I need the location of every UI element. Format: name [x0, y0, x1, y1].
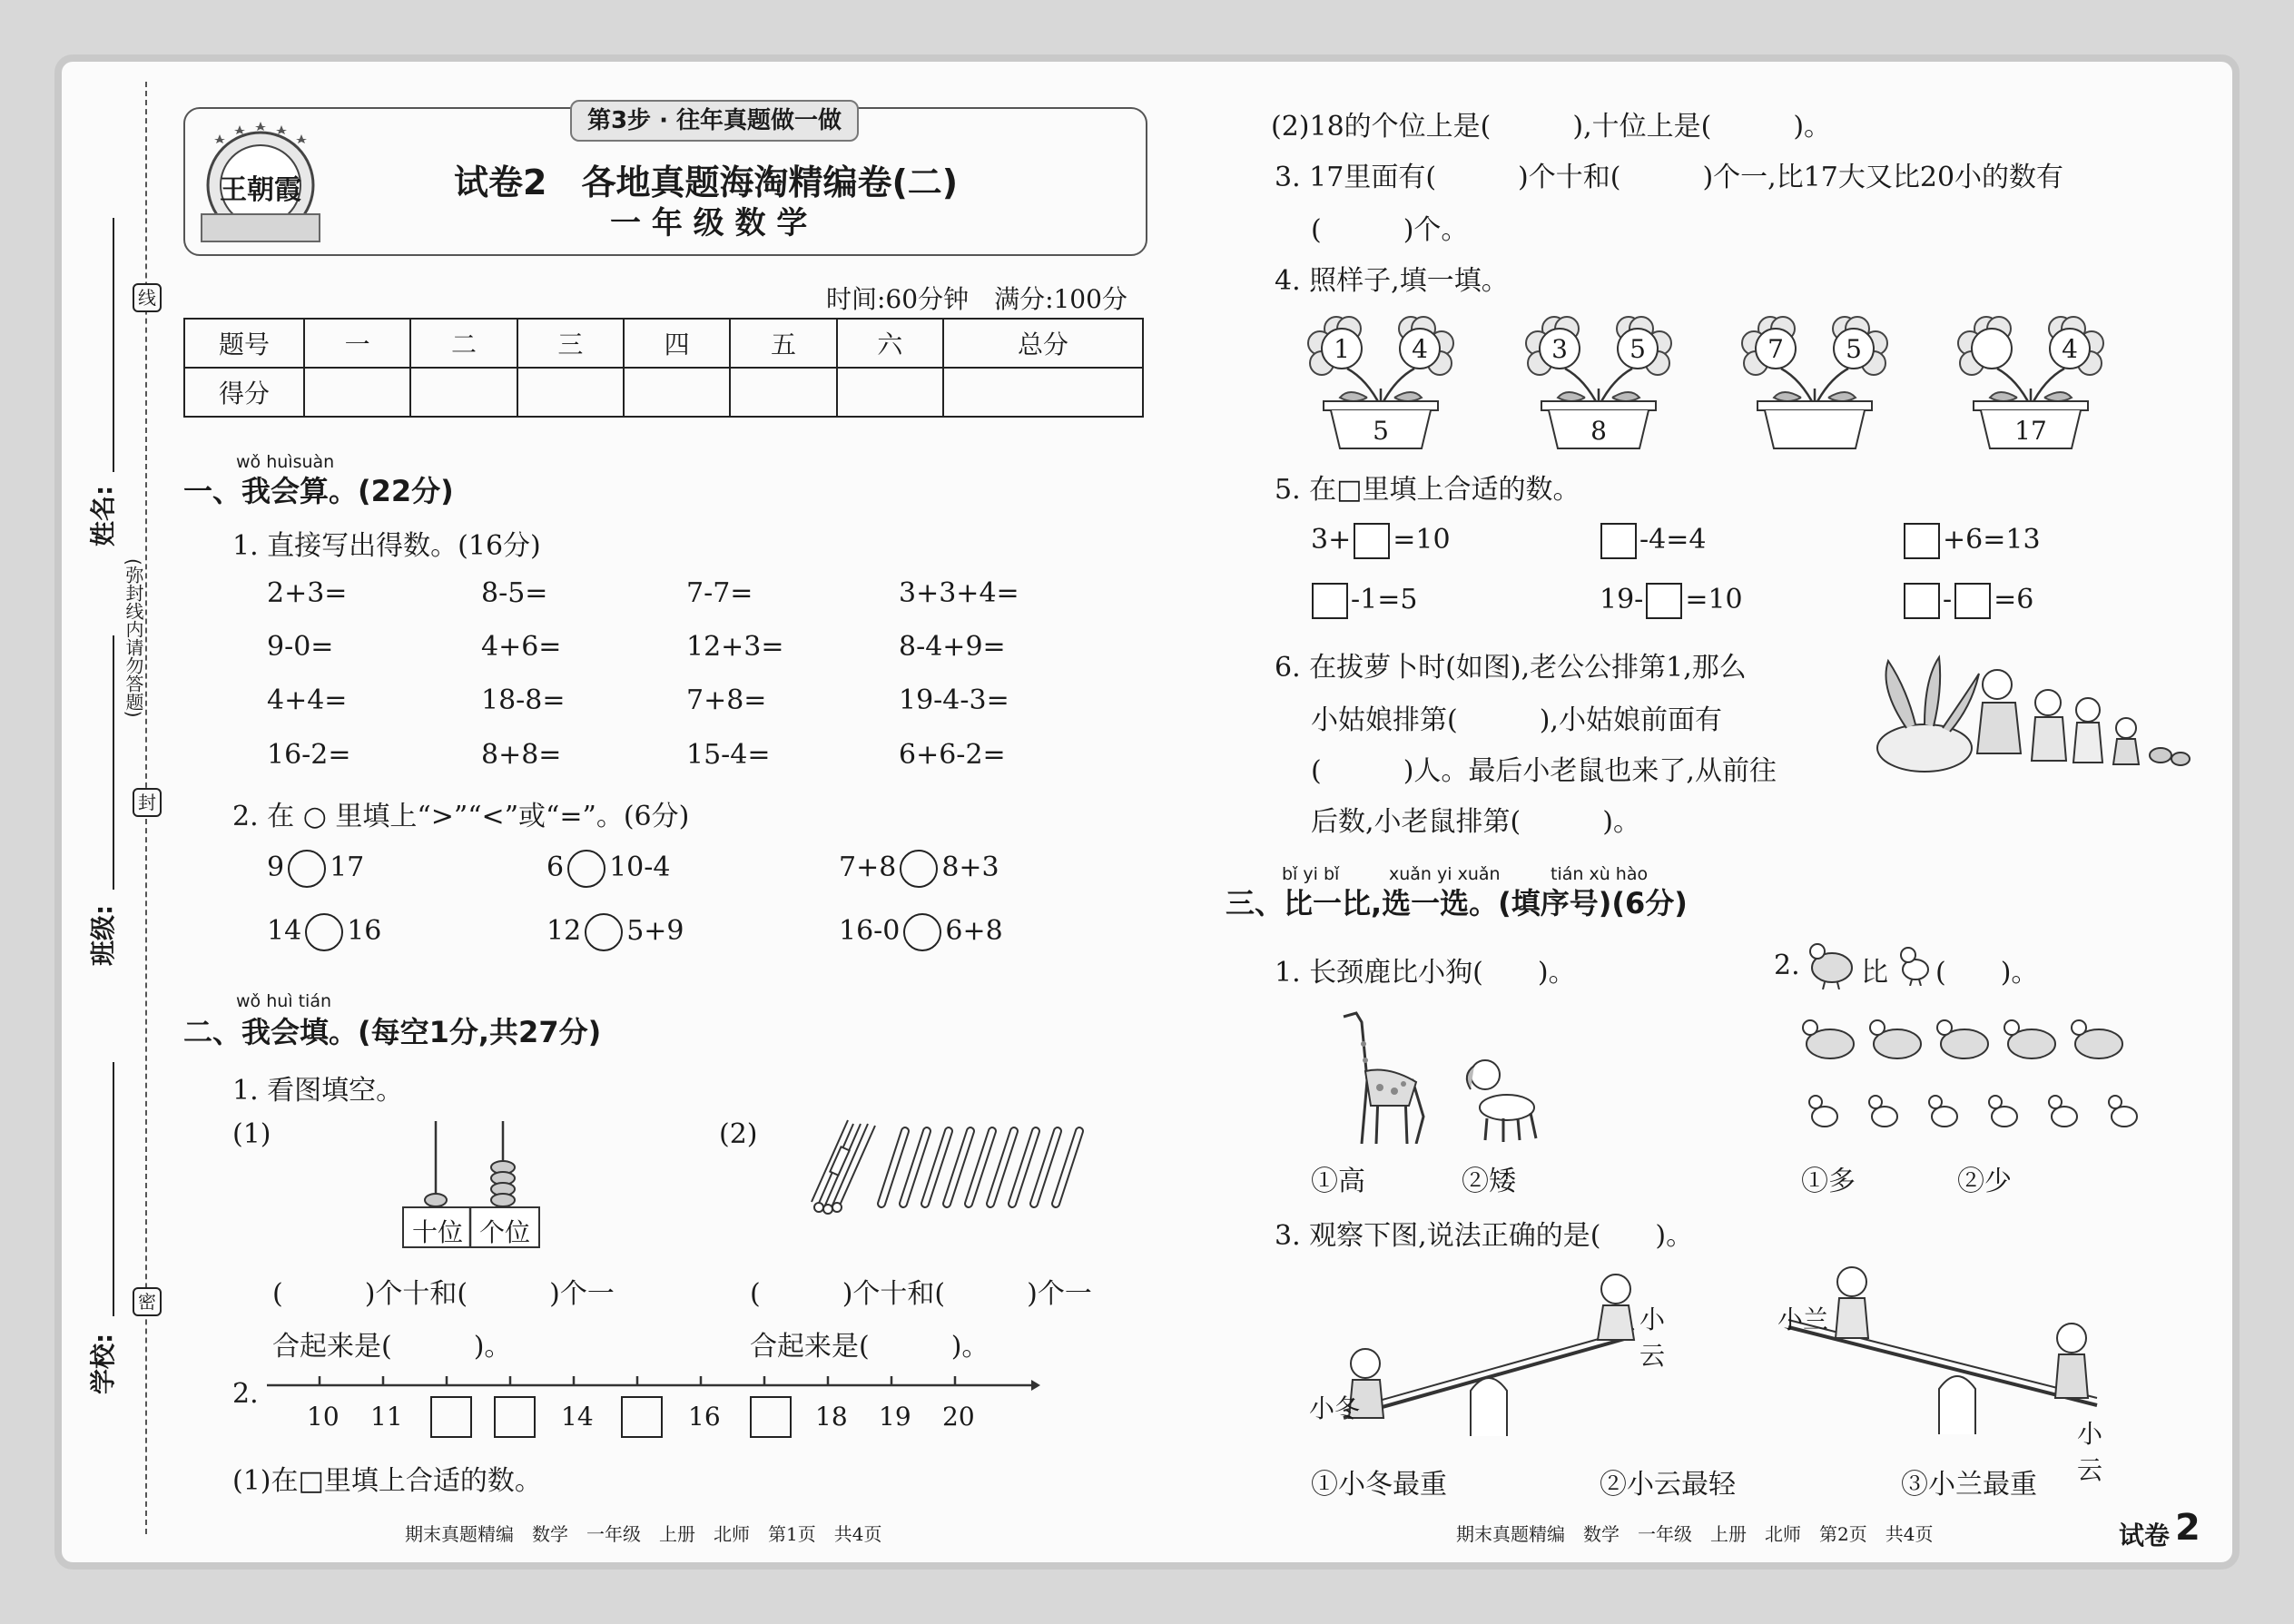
s3-pinyin: tián xù hào [1551, 864, 1649, 884]
compare-circle[interactable] [585, 913, 623, 951]
s3-q1: 1. 长颈鹿比小狗( )。 [1275, 957, 1576, 989]
calc-item: 18-8= [481, 684, 566, 716]
radish-family-icon [1870, 652, 2197, 779]
giraffe-dog-figure [1325, 1008, 1561, 1144]
seesaw-label: 小云 [1639, 1304, 1666, 1371]
q5-text: =10 [1393, 524, 1451, 556]
q5-text: 19- [1600, 584, 1644, 615]
s3-q1-opt2[interactable]: ②矮 [1462, 1166, 1516, 1197]
flower-petal-number: 5 [1629, 334, 1646, 364]
q5-blank-box[interactable] [1904, 523, 1940, 559]
flower-petal-number: 4 [2062, 334, 2078, 364]
score-header-cell: 五 [730, 319, 836, 368]
calc-item: 6+6-2= [899, 739, 1006, 771]
q5-blank-box[interactable] [1312, 583, 1348, 619]
q5-text: +6=13 [1943, 524, 2041, 556]
compare-right: 17 [330, 851, 365, 883]
q5-blank-box[interactable] [1646, 583, 1682, 619]
step-badge: 第3步 · 往年真题做一做 [570, 100, 859, 142]
s3-q1-opt1[interactable]: ①高 [1311, 1166, 1365, 1197]
seesaw-label: 小云 [2077, 1419, 2103, 1485]
calc-item: 4+4= [267, 684, 348, 716]
score-header-cell: 一 [304, 319, 410, 368]
flower-petal-number: 3 [1551, 334, 1568, 364]
flower-icon [1738, 307, 1892, 452]
seal-feng: 封 [133, 788, 162, 817]
compare-left: 16-0 [839, 915, 901, 947]
flower-pot [1304, 307, 1458, 452]
q4-title: 4. 照样子,填一填。 [1275, 265, 1509, 297]
q5-text: =10 [1685, 584, 1743, 615]
tick-blank-box[interactable] [621, 1396, 663, 1438]
number-line-axis [263, 1362, 1040, 1398]
class-line[interactable] [113, 635, 114, 890]
q6-line1: 6. 在拔萝卜时(如图),老公公排第1,那么 [1275, 652, 1747, 684]
section1-title: 一、我会算。(22分) [183, 474, 454, 508]
calc-item: 4+6= [481, 631, 562, 663]
s3-q3-opt1[interactable]: ①小冬最重 [1311, 1469, 1447, 1501]
calc-item: 15-4= [686, 739, 771, 771]
hen-icon [1805, 935, 1856, 989]
compare-circle[interactable] [903, 913, 941, 951]
q5-blank-box[interactable] [1904, 583, 1940, 619]
score-cell[interactable] [517, 368, 624, 417]
s3-pinyin: bǐ yi bǐ [1282, 864, 1340, 884]
logo-text: 王朝霞 [220, 174, 301, 206]
compare-right: 5+9 [626, 915, 684, 947]
calc-item: 8+8= [481, 739, 562, 771]
q5-text: - [1943, 584, 1953, 615]
flower-petal-number: 4 [1412, 334, 1428, 364]
abacus-ones-label: 个位 [479, 1217, 531, 1247]
sticks-bundle-icon [799, 1117, 1098, 1216]
q5-text: =6 [1994, 584, 2034, 615]
fill-line-1b: 合起来是( )。 [272, 1331, 512, 1363]
q5-text: -1=5 [1351, 584, 1418, 615]
chick-icon [1895, 940, 1932, 986]
fill-line-1a: ( )个十和( )个一 [272, 1278, 615, 1310]
tick-blank-box[interactable] [430, 1396, 472, 1438]
compare-left: 6 [546, 851, 565, 883]
flower-pot-number: 17 [2014, 416, 2047, 446]
name-label: 姓名: [88, 485, 118, 546]
paper-subtitle: 一 年 级 数 学 [610, 205, 808, 241]
q5-blank-box[interactable] [1354, 523, 1390, 559]
q6-line3: ( )人。最后小老鼠也来了,从前往 [1311, 755, 1777, 787]
calc-item: 7-7= [686, 577, 753, 609]
flower-petal-number: 7 [1767, 334, 1784, 364]
calc-item: 3+3+4= [899, 577, 1019, 609]
score-cell[interactable] [730, 368, 836, 417]
paper-title: 试卷2 各地真题海淘精编卷(二) [454, 162, 959, 202]
score-cell[interactable] [943, 368, 1143, 417]
score-header-cell: 六 [837, 319, 943, 368]
s3-q2-opt2[interactable]: ②少 [1957, 1166, 2012, 1197]
compare-circle[interactable] [900, 850, 938, 888]
q5-text: 3+ [1311, 524, 1352, 556]
tick-label: 16 [688, 1402, 721, 1432]
tick-blank-box[interactable] [494, 1396, 536, 1438]
compare-circle[interactable] [305, 913, 343, 951]
compare-right: 16 [347, 915, 382, 947]
sub-label-1: (1) [232, 1118, 271, 1150]
class-label: 班级: [88, 904, 118, 966]
score-header-cell: 题号 [184, 319, 304, 368]
calc-item: 19-4-3= [899, 684, 1009, 716]
compare-right: 10-4 [609, 851, 671, 883]
seal-note: (弥封线内请勿答题) [123, 558, 144, 718]
compare-left: 9 [267, 851, 285, 883]
logo [192, 114, 329, 251]
s3-q3-opt2[interactable]: ②小云最轻 [1600, 1469, 1736, 1501]
tick-label: 20 [942, 1402, 975, 1432]
score-table [183, 318, 1144, 418]
score-header-cell: 三 [517, 319, 624, 368]
q3-line2: ( )个。 [1311, 214, 1469, 246]
name-line[interactable] [113, 218, 114, 472]
hens-chicks-icon [1797, 1008, 2179, 1144]
school-line[interactable] [113, 1062, 114, 1316]
flower-pot-number: 8 [1590, 416, 1607, 446]
calc-item: 9-0= [267, 631, 334, 663]
tick-blank-box[interactable] [750, 1396, 792, 1438]
compare-circle[interactable] [288, 850, 326, 888]
school-label: 学校: [88, 1333, 118, 1394]
q5-title: 5. 在□里填上合适的数。 [1275, 474, 1580, 506]
s2-q2-number: 2. [232, 1378, 259, 1410]
seal-mi: 密 [133, 1287, 162, 1316]
tick-label: 18 [815, 1402, 848, 1432]
pull-radish-illustration [1870, 652, 2197, 779]
tick-label: 19 [879, 1402, 911, 1432]
fill-line-2a: ( )个十和( )个一 [750, 1278, 1092, 1310]
abacus-figure [399, 1117, 545, 1253]
compare-left: 12 [546, 915, 582, 947]
flower-petal-number: 1 [1334, 334, 1350, 364]
q2-sub2: (2)18的个位上是( ),十位上是( )。 [1271, 111, 1832, 143]
s1-q2-title: 2. 在 ○ 里填上“>”“<”或“=”。(6分) [232, 801, 690, 832]
s3-q2-opt1[interactable]: ①多 [1801, 1166, 1856, 1197]
score-row-label: 得分 [184, 368, 304, 417]
seesaw-label: 小兰 [1777, 1304, 1829, 1334]
s3-q2-blank: ( )。 [1935, 957, 2039, 989]
section2-title: 二、我会填。(每空1分,共27分) [183, 1015, 602, 1049]
flower-pot-number: 5 [1373, 416, 1389, 446]
score-header-cell: 总分 [943, 319, 1143, 368]
score-cell[interactable] [624, 368, 730, 417]
flower-pot [1954, 307, 2108, 452]
q6-line4: 后数,小老鼠排第( )。 [1311, 806, 1640, 838]
seesaw-label: 小冬 [1309, 1393, 1361, 1423]
compare-left: 7+8 [839, 851, 897, 883]
s2-q1-title: 1. 看图填空。 [232, 1075, 404, 1107]
calc-item: 8-4+9= [899, 631, 1006, 663]
seesaw-1 [1309, 1264, 1670, 1445]
paper-badge-number: 2 [2175, 1507, 2200, 1549]
paper-badge-label: 试卷 [2119, 1521, 2171, 1550]
hens-chicks-figure [1797, 1008, 2179, 1144]
seesaw-icon [1779, 1262, 2124, 1443]
flower-petal-number: 5 [1846, 334, 1862, 364]
score-header-cell: 四 [624, 319, 730, 368]
s3-pinyin: xuǎn yi xuǎn [1389, 864, 1501, 884]
s3-q2-compare: 比 [1861, 957, 1888, 989]
flower-pot [1738, 307, 1892, 452]
s3-q3: 3. 观察下图,说法正确的是( )。 [1275, 1220, 1694, 1252]
s1-q1-title: 1. 直接写出得数。(16分) [232, 530, 541, 562]
compare-right: 8+3 [941, 851, 999, 883]
q5-blank-box[interactable] [1954, 583, 1991, 619]
q6-line2: 小姑娘排第( ),小姑娘前面有 [1311, 704, 1722, 736]
section3-title: 三、比一比,选一选。(填序号)(6分) [1226, 886, 1688, 920]
q5-blank-box[interactable] [1600, 523, 1637, 559]
fill-line-2b: 合起来是( )。 [750, 1331, 989, 1363]
tick-label: 10 [307, 1402, 340, 1432]
score-cell[interactable] [304, 368, 410, 417]
calc-item: 12+3= [686, 631, 784, 663]
seesaw-icon [1325, 1264, 1670, 1445]
abacus-tens-label: 十位 [412, 1217, 464, 1247]
section2-pinyin: wǒ huì tián [236, 991, 332, 1011]
flower-pot [1521, 307, 1676, 452]
calc-item: 8-5= [481, 577, 548, 609]
footer-left: 期末真题精编 数学 一年级 上册 北师 第1页 共4页 [405, 1523, 882, 1545]
tick-label: 14 [561, 1402, 594, 1432]
giraffe-dog-icon [1325, 1008, 1561, 1144]
compare-left: 14 [267, 915, 302, 947]
section1-pinyin: wǒ huìsuàn [236, 452, 335, 472]
score-cell[interactable] [837, 368, 943, 417]
s3-q2-number: 2. [1774, 950, 1800, 981]
sub-label-2: (2) [719, 1118, 758, 1150]
footer-right: 期末真题精编 数学 一年级 上册 北师 第2页 共4页 [1456, 1523, 1934, 1545]
tick-label: 11 [370, 1402, 403, 1432]
q5-text: -4=4 [1639, 524, 1707, 556]
sticks-figure [799, 1117, 1098, 1216]
score-cell[interactable] [410, 368, 517, 417]
calc-item: 7+8= [686, 684, 767, 716]
s2-q2-sub1: (1)在□里填上合适的数。 [232, 1465, 542, 1497]
time-info: 时间:60分钟 满分:100分 [826, 284, 1127, 314]
seal-xian: 线 [133, 283, 162, 312]
score-header-cell: 二 [410, 319, 517, 368]
q3-line1: 3. 17里面有( )个十和( )个一,比17大又比20小的数有 [1275, 162, 2064, 193]
calc-item: 2+3= [267, 577, 348, 609]
s3-q3-opt3[interactable]: ③小兰最重 [1901, 1469, 2037, 1501]
calc-item: 16-2= [267, 739, 351, 771]
compare-circle[interactable] [567, 850, 605, 888]
compare-right: 6+8 [945, 915, 1003, 947]
